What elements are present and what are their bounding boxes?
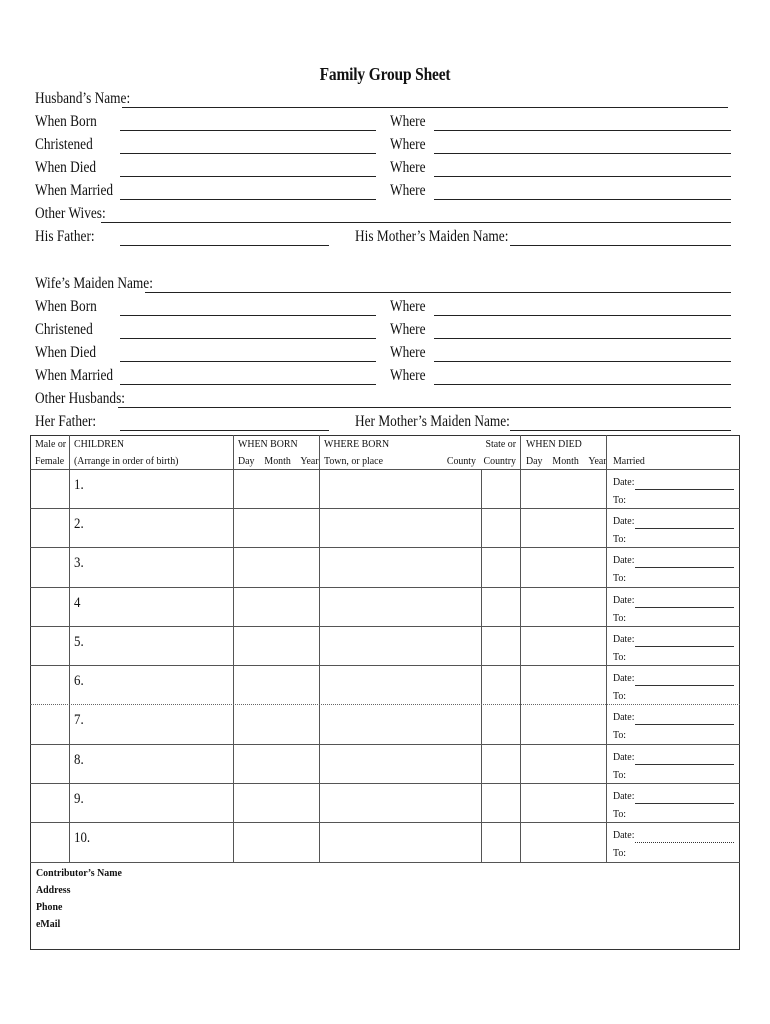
row-divider xyxy=(30,508,740,509)
married-date-field[interactable] xyxy=(635,528,734,529)
wife-died-where-field[interactable] xyxy=(434,361,731,362)
married-date-label: Date: xyxy=(613,594,635,606)
wife-name-field[interactable] xyxy=(145,292,731,293)
married-date-field[interactable] xyxy=(635,685,734,686)
husband-name-label: Husband’s Name: xyxy=(35,90,131,107)
child-row-number: 10. xyxy=(74,830,91,846)
children-table-border xyxy=(30,435,740,950)
row-divider xyxy=(30,783,740,784)
wife-died-label: When Died xyxy=(35,344,97,361)
married-date-label: Date: xyxy=(613,515,635,527)
husband-died-label: When Died xyxy=(35,159,97,176)
husband-died-where-label: Where xyxy=(390,159,426,176)
col-divider xyxy=(69,435,70,862)
col-divider xyxy=(606,435,607,862)
husband-born-label: When Born xyxy=(35,113,97,130)
husband-married-where-field[interactable] xyxy=(434,199,731,200)
row-divider xyxy=(30,587,740,588)
married-date-label: Date: xyxy=(613,711,635,723)
married-to-label: To: xyxy=(613,572,627,584)
wife-christened-label: Christened xyxy=(35,321,93,338)
contributor-address-label: Address xyxy=(36,884,71,896)
husband-christened-label: Christened xyxy=(35,136,93,153)
child-row-number: 2. xyxy=(74,516,84,532)
his-father-field[interactable] xyxy=(120,245,329,246)
married-date-field[interactable] xyxy=(635,724,734,725)
col-header-born-1: WHEN BORN xyxy=(238,438,298,450)
row-divider xyxy=(30,704,740,705)
married-to-label: To: xyxy=(613,808,627,820)
col-header-where-1: WHERE BORN xyxy=(324,438,390,450)
married-to-label: To: xyxy=(613,729,627,741)
wife-born-date-field[interactable] xyxy=(120,315,376,316)
row-divider xyxy=(30,665,740,666)
married-date-field[interactable] xyxy=(635,764,734,765)
other-wives-field[interactable] xyxy=(101,222,731,223)
husband-married-date-field[interactable] xyxy=(120,199,376,200)
wife-married-where-label: Where xyxy=(390,367,426,384)
married-date-field[interactable] xyxy=(635,803,734,804)
married-date-label: Date: xyxy=(613,554,635,566)
married-date-label: Date: xyxy=(613,476,635,488)
contributor-phone-label: Phone xyxy=(36,901,63,913)
child-row-number: 5. xyxy=(74,634,84,650)
married-date-field[interactable] xyxy=(635,567,734,568)
other-husbands-label: Other Husbands: xyxy=(35,390,125,407)
child-row-number: 6. xyxy=(74,673,84,689)
row-divider xyxy=(30,626,740,627)
wife-born-label: When Born xyxy=(35,298,97,315)
wife-married-label: When Married xyxy=(35,367,114,384)
col-header-county: County xyxy=(446,455,476,467)
col-header-married: Married xyxy=(613,455,645,467)
married-to-label: To: xyxy=(613,651,627,663)
wife-christened-where-label: Where xyxy=(390,321,426,338)
child-row-number: 8. xyxy=(74,752,84,768)
husband-married-where-label: Where xyxy=(390,182,426,199)
married-date-label: Date: xyxy=(613,829,635,841)
col-header-where-2: Town, or place xyxy=(324,455,383,467)
row-divider xyxy=(30,822,740,823)
col-header-sex-2: Female xyxy=(35,455,65,467)
married-to-label: To: xyxy=(613,533,627,545)
married-to-label: To: xyxy=(613,494,627,506)
col-header-children-2: (Arrange in order of birth) xyxy=(74,455,179,467)
col-header-state-2: Country xyxy=(483,455,516,467)
husband-christened-date-field[interactable] xyxy=(120,153,376,154)
husband-name-field[interactable] xyxy=(122,107,728,108)
wife-christened-date-field[interactable] xyxy=(120,338,376,339)
other-husbands-field[interactable] xyxy=(118,407,731,408)
married-date-label: Date: xyxy=(613,633,635,645)
wife-married-date-field[interactable] xyxy=(120,384,376,385)
row-divider xyxy=(30,744,740,745)
her-mother-label: Her Mother’s Maiden Name: xyxy=(355,413,510,430)
page-title: Family Group Sheet xyxy=(319,64,451,84)
married-to-label: To: xyxy=(613,769,627,781)
child-row-number: 4 xyxy=(74,595,81,611)
husband-married-label: When Married xyxy=(35,182,114,199)
wife-born-where-field[interactable] xyxy=(434,315,731,316)
col-header-died-2: Day Month Year xyxy=(526,455,607,467)
row-divider xyxy=(30,862,740,863)
wife-married-where-field[interactable] xyxy=(434,384,731,385)
col-divider xyxy=(319,435,320,862)
married-to-label: To: xyxy=(613,612,627,624)
husband-born-where-label: Where xyxy=(390,113,426,130)
husband-died-where-field[interactable] xyxy=(434,176,731,177)
married-to-label: To: xyxy=(613,690,627,702)
her-mother-field[interactable] xyxy=(510,430,731,431)
her-father-label: Her Father: xyxy=(35,413,97,430)
married-date-label: Date: xyxy=(613,751,635,763)
col-header-state-1: State or xyxy=(485,438,516,450)
wife-name-label: Wife’s Maiden Name: xyxy=(35,275,153,292)
his-mother-field[interactable] xyxy=(510,245,731,246)
child-row-number: 9. xyxy=(74,791,84,807)
wife-born-where-label: Where xyxy=(390,298,426,315)
married-to-label: To: xyxy=(613,847,627,859)
husband-born-date-field[interactable] xyxy=(120,130,376,131)
other-wives-label: Other Wives: xyxy=(35,205,106,222)
child-row-number: 7. xyxy=(74,712,84,728)
her-father-field[interactable] xyxy=(120,430,329,431)
husband-christened-where-label: Where xyxy=(390,136,426,153)
his-mother-label: His Mother’s Maiden Name: xyxy=(355,228,509,245)
married-date-field[interactable] xyxy=(635,489,734,490)
married-date-field[interactable] xyxy=(635,607,734,608)
wife-christened-where-field[interactable] xyxy=(434,338,731,339)
married-date-label: Date: xyxy=(613,672,635,684)
col-header-died-1: WHEN DIED xyxy=(526,438,582,450)
wife-died-date-field[interactable] xyxy=(120,361,376,362)
child-row-number: 1. xyxy=(74,477,84,493)
col-header-children-1: CHILDREN xyxy=(74,438,125,450)
col-header-born-2: Day Month Year xyxy=(238,455,319,467)
husband-christened-where-field[interactable] xyxy=(434,153,731,154)
his-father-label: His Father: xyxy=(35,228,95,245)
child-row-number: 3. xyxy=(74,555,84,571)
row-divider xyxy=(30,547,740,548)
contributor-name-label: Contributor’s Name xyxy=(36,867,122,879)
married-date-field[interactable] xyxy=(635,842,734,843)
married-date-label: Date: xyxy=(613,790,635,802)
wife-died-where-label: Where xyxy=(390,344,426,361)
husband-born-where-field[interactable] xyxy=(434,130,731,131)
col-divider xyxy=(520,435,521,862)
col-header-sex-1: Male or xyxy=(35,438,67,450)
husband-died-date-field[interactable] xyxy=(120,176,376,177)
married-date-field[interactable] xyxy=(635,646,734,647)
col-divider xyxy=(233,435,234,862)
contributor-email-label: eMail xyxy=(36,918,61,930)
row-divider xyxy=(30,469,740,470)
